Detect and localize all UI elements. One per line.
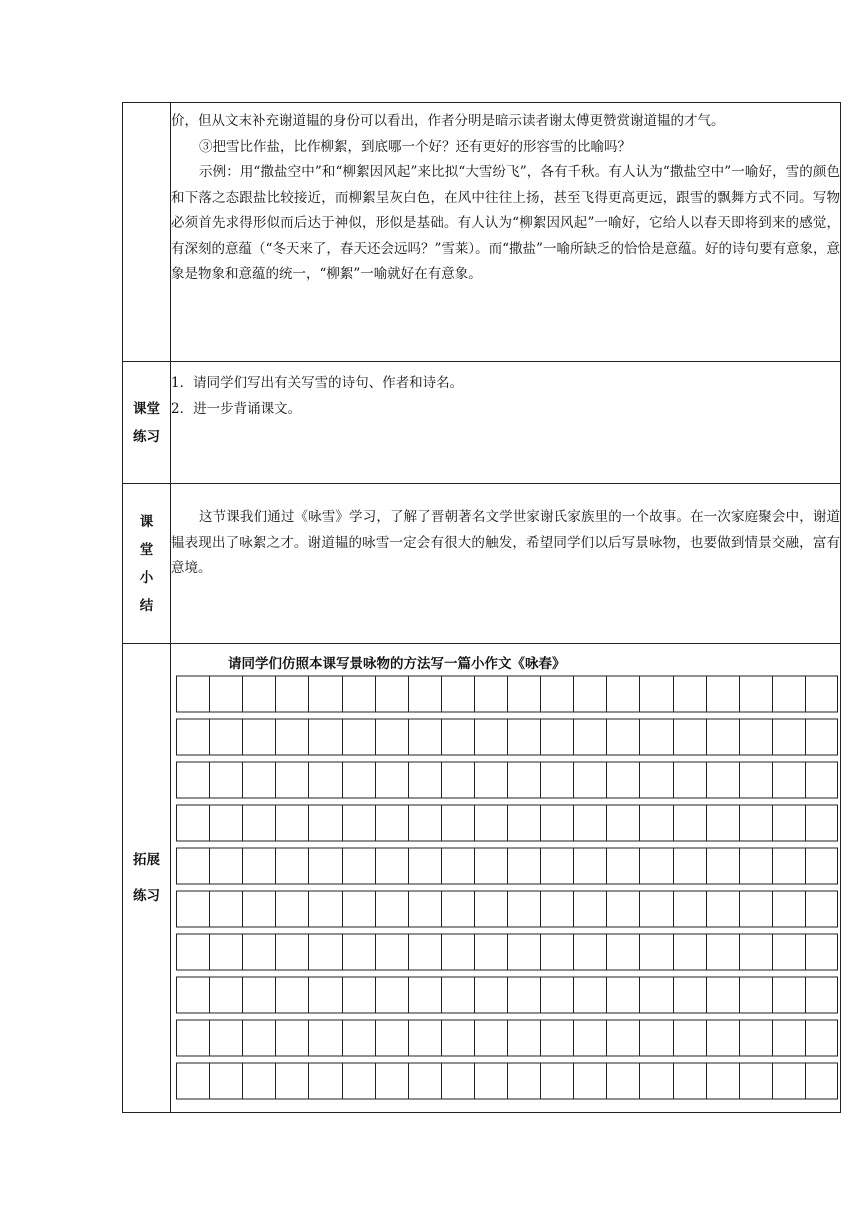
list-item: 2．进一步背诵课文。: [171, 400, 302, 417]
writing-grid-svg: [176, 674, 838, 1109]
table-row: [123, 362, 841, 484]
summary-content: [171, 484, 841, 644]
label-cell-classroom-practice: [123, 362, 171, 484]
paragraph: 价，但从文末补充谢道韫的身份可以看出，作者分明是暗示读者谢太傅更赞赏谢道韫的才气。: [171, 113, 725, 129]
task-title: 请同学们仿照本课写景咏物的方法写一篇小作文《咏春》: [228, 656, 566, 672]
lesson-table: [122, 102, 841, 1113]
label-line: 堂: [139, 541, 154, 558]
extension-content: [171, 644, 841, 1113]
label-line: 课堂: [133, 400, 160, 417]
label-line: 练习: [133, 888, 160, 904]
writing-grid[interactable]: [176, 674, 838, 1109]
label-line: 小: [139, 569, 154, 586]
table-row: [123, 484, 841, 644]
label-cell-classroom-summary: [123, 484, 171, 644]
table-row: [123, 103, 841, 362]
label-cell-empty: [123, 103, 171, 362]
summary-paragraph: 这节课我们通过《咏雪》学习，了解了晋朝著名文学世家谢氏家族里的一个故事。在一次家庭聚会中，谢道韫表现出了咏絮之才。谢道韫的咏雪一定会有很大的触发，希望同学们以后写景咏物，也要做到情景交融，富有意境。: [171, 509, 840, 576]
label-cell-extension-practice: [123, 644, 171, 1113]
label-line: 结: [139, 597, 154, 614]
table-row: [123, 644, 841, 1113]
label-line: 拓展: [133, 852, 160, 868]
example-paragraph: 示例：用“撒盐空中”和“柳絮因风起”来比拟“大雪纷飞”，各有千秋。有人认为“撒盐空中”一喻好，雪的颜色和下落之态跟盐比较接近，而柳絮呈灰白色，在风中往往上扬，甚至飞得更高更远，跟雪的飘舞方式不同。写物必须首先求得形似而后达于神似，形似是基础。有人认为“柳絮因风起”一喻好，它给人以春天即将到来的感觉，有深刻的意蕴（“冬天来了，春天还会远吗？”雪莱）。而“撒盐”一喻所缺乏的恰恰是意蕴。好的诗句要有意象，意象是物象和意蕴的统一，“柳絮”一喻就好在有意象。: [171, 164, 840, 282]
analysis-content: [171, 103, 841, 362]
practice-content: [171, 362, 841, 484]
question-paragraph: ③把雪比作盐，比作柳絮，到底哪一个好？还有更好的形容雪的比喻吗？: [199, 138, 631, 155]
label-line: 课: [139, 513, 154, 530]
label-line: 练习: [133, 428, 160, 445]
list-item: 1．请同学们写出有关写雪的诗句、作者和诗名。: [171, 375, 464, 391]
